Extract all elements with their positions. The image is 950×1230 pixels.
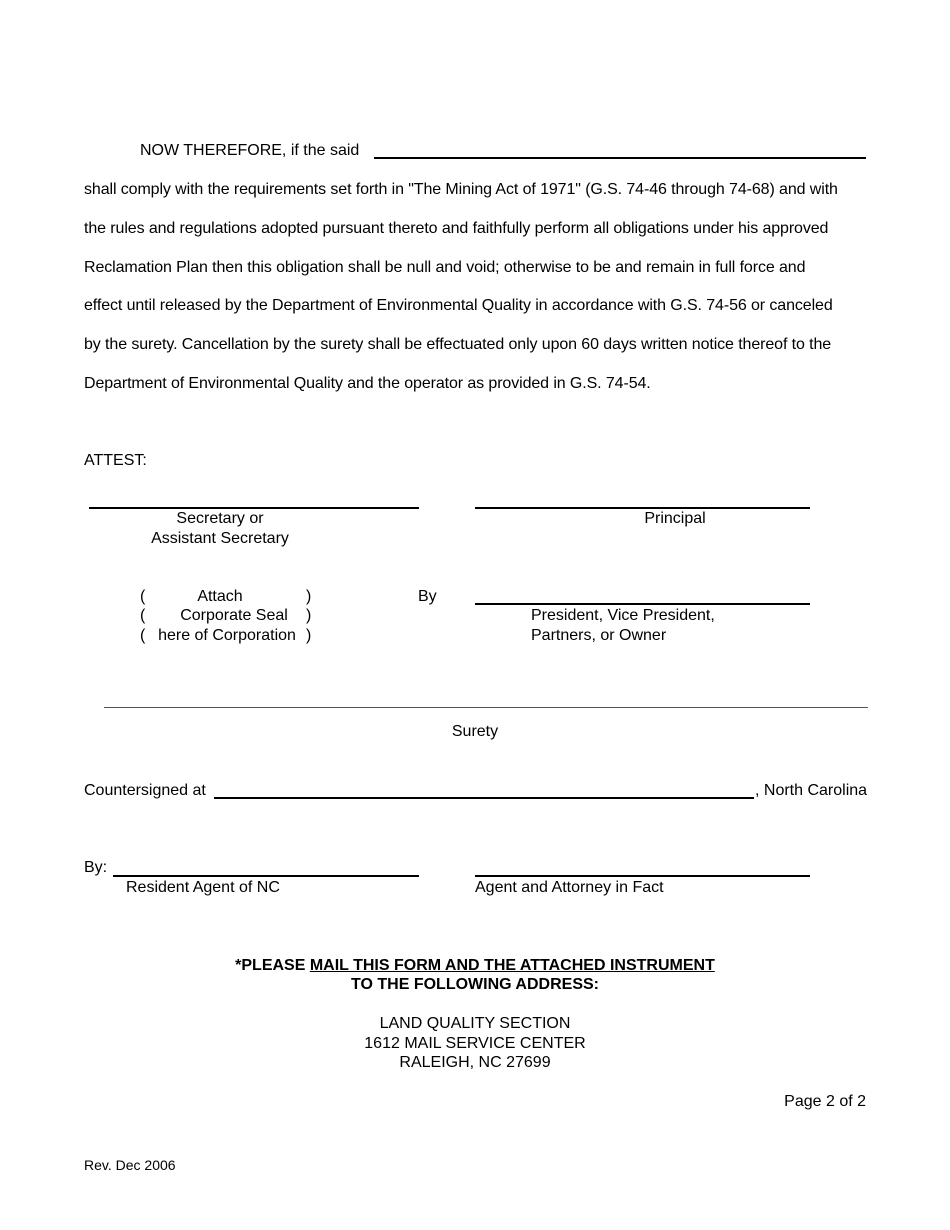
secretary-label-2: Assistant Secretary bbox=[151, 530, 289, 547]
countersigned-location-line[interactable] bbox=[214, 797, 754, 799]
mail-instruction-prefix: *PLEASE bbox=[235, 957, 310, 974]
agent-attorney-label: Agent and Attorney in Fact bbox=[475, 879, 664, 896]
body-line-4: effect until released by the Department of Environmental Quality in accordance with G.S. 74-56 or canceled bbox=[84, 297, 833, 314]
mail-instruction-underlined: MAIL THIS FORM AND THE ATTACHED INSTRUMENT bbox=[309, 957, 715, 974]
seal-paren-open-3: ( bbox=[140, 627, 146, 644]
seal-paren-close-2: ) bbox=[306, 607, 312, 624]
attorney-signature-line[interactable] bbox=[475, 875, 810, 877]
body-line-2: the rules and regulations adopted pursuant thereto and faithfully perform all obligations under his approved bbox=[84, 220, 829, 237]
surety-label: Surety bbox=[451, 723, 499, 740]
address-line-1: LAND QUALITY SECTION bbox=[379, 1015, 571, 1032]
resident-agent-label: Resident Agent of NC bbox=[126, 879, 280, 896]
principal-signature-line[interactable] bbox=[475, 507, 810, 509]
seal-paren-close-1: ) bbox=[306, 588, 312, 605]
surety-divider bbox=[104, 707, 868, 708]
officer-label-1: President, Vice President, bbox=[531, 607, 715, 624]
address-line-3: RALEIGH, NC 27699 bbox=[399, 1054, 551, 1071]
attest-heading: ATTEST: bbox=[84, 452, 147, 469]
secretary-label-1: Secretary or bbox=[176, 510, 264, 527]
resident-agent-signature-line[interactable] bbox=[113, 875, 419, 877]
body-line-1: shall comply with the requirements set forth in "The Mining Act of 1971" (G.S. 74-46 through 74-68) and with bbox=[84, 181, 838, 198]
seal-paren-close-3: ) bbox=[306, 627, 312, 644]
seal-paren-open-2: ( bbox=[140, 607, 146, 624]
secretary-signature-line[interactable] bbox=[89, 507, 419, 509]
body-line-6: Department of Environmental Quality and the operator as provided in G.S. 74-54. bbox=[84, 375, 651, 392]
countersigned-suffix: , North Carolina bbox=[755, 782, 868, 799]
surety-by-label: By: bbox=[84, 859, 108, 876]
intro-lead: NOW THEREFORE, if the said bbox=[140, 142, 360, 159]
countersigned-prefix: Countersigned at bbox=[84, 782, 206, 799]
principal-name-line[interactable] bbox=[374, 157, 866, 159]
mail-instruction-line-1 bbox=[0, 957, 950, 975]
body-line-5: by the surety. Cancellation by the surety shall be effectuated only upon 60 days written notice thereof to the bbox=[84, 336, 832, 353]
page-number: Page 2 of 2 bbox=[784, 1093, 866, 1110]
address-line-2: 1612 MAIL SERVICE CENTER bbox=[364, 1035, 586, 1052]
seal-text-1: Attach bbox=[197, 588, 243, 605]
seal-text-3: here of Corporation bbox=[158, 627, 296, 644]
officer-label-2: Partners, or Owner bbox=[531, 627, 667, 644]
body-line-3: Reclamation Plan then this obligation shall be null and void; otherwise to be and remain in full force and bbox=[84, 259, 806, 276]
principal-label: Principal bbox=[644, 510, 706, 527]
seal-paren-open-1: ( bbox=[140, 588, 146, 605]
seal-text-2: Corporate Seal bbox=[180, 607, 288, 624]
by-label: By bbox=[418, 588, 437, 605]
mail-instruction-line-2: TO THE FOLLOWING ADDRESS: bbox=[351, 976, 599, 993]
revision-label: Rev. Dec 2006 bbox=[84, 1157, 176, 1173]
officer-signature-line[interactable] bbox=[475, 603, 810, 605]
